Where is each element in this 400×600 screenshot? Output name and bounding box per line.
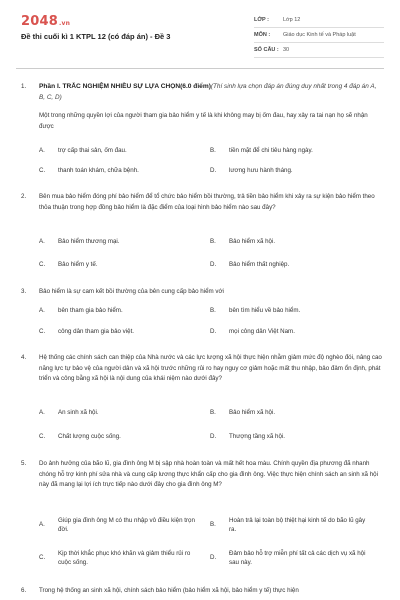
meta-class-row <box>254 13 384 28</box>
option-letter: C. <box>39 167 46 174</box>
question-number: 5. <box>21 460 27 467</box>
option-text: mọi công dân Việt Nam. <box>229 328 295 335</box>
exam-meta <box>254 13 384 58</box>
option-text: An sinh xã hội. <box>58 409 99 416</box>
site-logo[interactable] <box>21 14 70 29</box>
option-text: lương hưu hành tháng. <box>229 167 293 174</box>
question-number: 4. <box>21 354 27 361</box>
option-text: thanh toán khám, chữa bệnh. <box>58 167 139 174</box>
question-text: Bên mua bảo hiểm đóng phí bảo hiểm để tổ chức bảo hiểm bồi thường, trả tiền bảo hiểm khi xảy ra sự kiện bảo hiểm theo thỏa thuận trong hợp đồng bảo hiểm là đặc điểm của loại hình bảo hiểm nào sau đây? <box>39 193 375 211</box>
option-letter: A. <box>39 238 45 245</box>
option-text: Đảm bảo hỗ trợ miễn phí tất cả các dịch vụ xã hội sau này. <box>229 550 366 566</box>
question-number: 2. <box>21 193 27 200</box>
meta-subject-row <box>254 28 384 43</box>
meta-value: Giáo dục Kinh tế và Pháp luật <box>283 32 356 38</box>
logo-main: 2048 <box>21 14 58 29</box>
option-letter: D. <box>210 554 217 561</box>
option-letter: D. <box>210 167 217 174</box>
question-number: 3. <box>21 288 27 295</box>
option-letter: C. <box>39 433 46 440</box>
exam-title: Đề thi cuối kì 1 KTPL 12 (có đáp án) - Đề 3 <box>21 32 171 41</box>
option-text: Kịp thời khắc phục khó khăn và giảm thiểu rủi ro cuộc sống. <box>58 550 191 566</box>
meta-label: MÔN : <box>254 32 271 38</box>
option-letter: C. <box>39 328 46 335</box>
meta-label: LỚP : <box>254 17 269 23</box>
option-text: Bảo hiểm thất nghiệp. <box>229 261 290 268</box>
question-body <box>39 82 383 132</box>
meta-label: SỐ CÂU : <box>254 47 279 53</box>
option-letter: B. <box>210 307 216 314</box>
option-letter: A. <box>39 409 45 416</box>
option-text: công dân tham gia bảo việt. <box>58 328 135 335</box>
option-letter: A. <box>39 521 45 528</box>
question-text: Trong hệ thống an sinh xã hội, chính sách bảo hiểm (bảo hiểm xã hội, bảo hiểm y tế) thực hiện <box>39 587 299 594</box>
option-text: trợ cấp thai sản, ốm đau. <box>58 147 127 154</box>
option-text: Bảo hiểm xã hội. <box>229 238 276 245</box>
question-text: Do ảnh hưởng của bão lũ, gia đình ông M bị sập nhà hoàn toàn và mất hết hoa màu. Chính quyền địa phương đã nhanh chóng hỗ trợ kinh phí sửa nhà và cung cấp lương thực khẩn cấp cho gia đình ông. Việc thực hiện chính sách an sinh xã hội này đã mang lại lợi ích trực tiếp nào dưới đây cho gia đình ông M? <box>39 460 378 488</box>
option-letter: B. <box>210 147 216 154</box>
option-letter: D. <box>210 328 217 335</box>
question-text: Bảo hiểm là sự cam kết bồi thường của bên cung cấp bảo hiểm với <box>39 288 224 295</box>
meta-count-row <box>254 43 384 58</box>
meta-value: 30 <box>283 47 290 53</box>
option-text: bên tìm hiểu về bảo hiểm. <box>229 307 301 314</box>
option-text: Bảo hiểm thương mại. <box>58 238 120 245</box>
option-letter: C. <box>39 261 46 268</box>
question-text: Hệ thống các chính sách can thiệp của Nhà nước và các lực lượng xã hội thực hiện nhằm giảm mức độ nghèo đói, nâng cao năng lực tự bảo vệ của người dân và xã hội trước những rủi ro hay nguy cơ giảm hoặc mất thu nhập, bảo đảm ổn định, phát triển và công bằng xã hội là nội dung của khái niệm nào dưới đây? <box>39 354 382 382</box>
option-text: Bảo hiểm xã hội. <box>229 409 276 416</box>
option-letter: B. <box>210 409 216 416</box>
logo-suffix: .vn <box>58 20 71 27</box>
question-text: Một trong những quyền lợi của người tham gia bảo hiểm y tế là khi không may bị ốm đau, hay xảy ra tai nạn họ sẽ nhận được <box>39 112 368 130</box>
question-number: 6. <box>21 587 27 594</box>
page-header <box>0 0 400 68</box>
option-text: Bảo hiểm y tế. <box>58 261 98 268</box>
option-text: tiền mặt để chi tiêu hàng ngày. <box>229 147 313 154</box>
header-divider <box>16 68 384 69</box>
option-text: Thượng tầng xã hội. <box>229 433 286 440</box>
option-text: bên tham gia bảo hiểm. <box>58 307 123 314</box>
part-instruction: (Thí sinh lựa chọn đáp án đúng duy nhất trong 4 đáp án A, B, C, D) <box>39 83 377 101</box>
option-letter: A. <box>39 147 45 154</box>
option-letter: B. <box>210 238 216 245</box>
option-letter: C. <box>39 554 46 561</box>
option-text: Chất lượng cuộc sống. <box>58 433 121 440</box>
meta-value: Lớp 12 <box>283 17 301 23</box>
part-heading: Phần I. TRẮC NGHIỆM NHIỀU SỰ LỰA CHỌN(6.0 điểm) <box>39 83 211 90</box>
option-letter: B. <box>210 521 216 528</box>
option-letter: A. <box>39 307 45 314</box>
question-number: 1. <box>21 83 27 90</box>
option-letter: D. <box>210 433 217 440</box>
option-text: Hoàn trả lại toàn bộ thiệt hại kinh tế do bão lũ gây ra. <box>229 517 366 533</box>
option-text: Giúp gia đình ông M có thu nhập vô điều kiện trọn đời. <box>58 517 195 533</box>
option-letter: D. <box>210 261 217 268</box>
